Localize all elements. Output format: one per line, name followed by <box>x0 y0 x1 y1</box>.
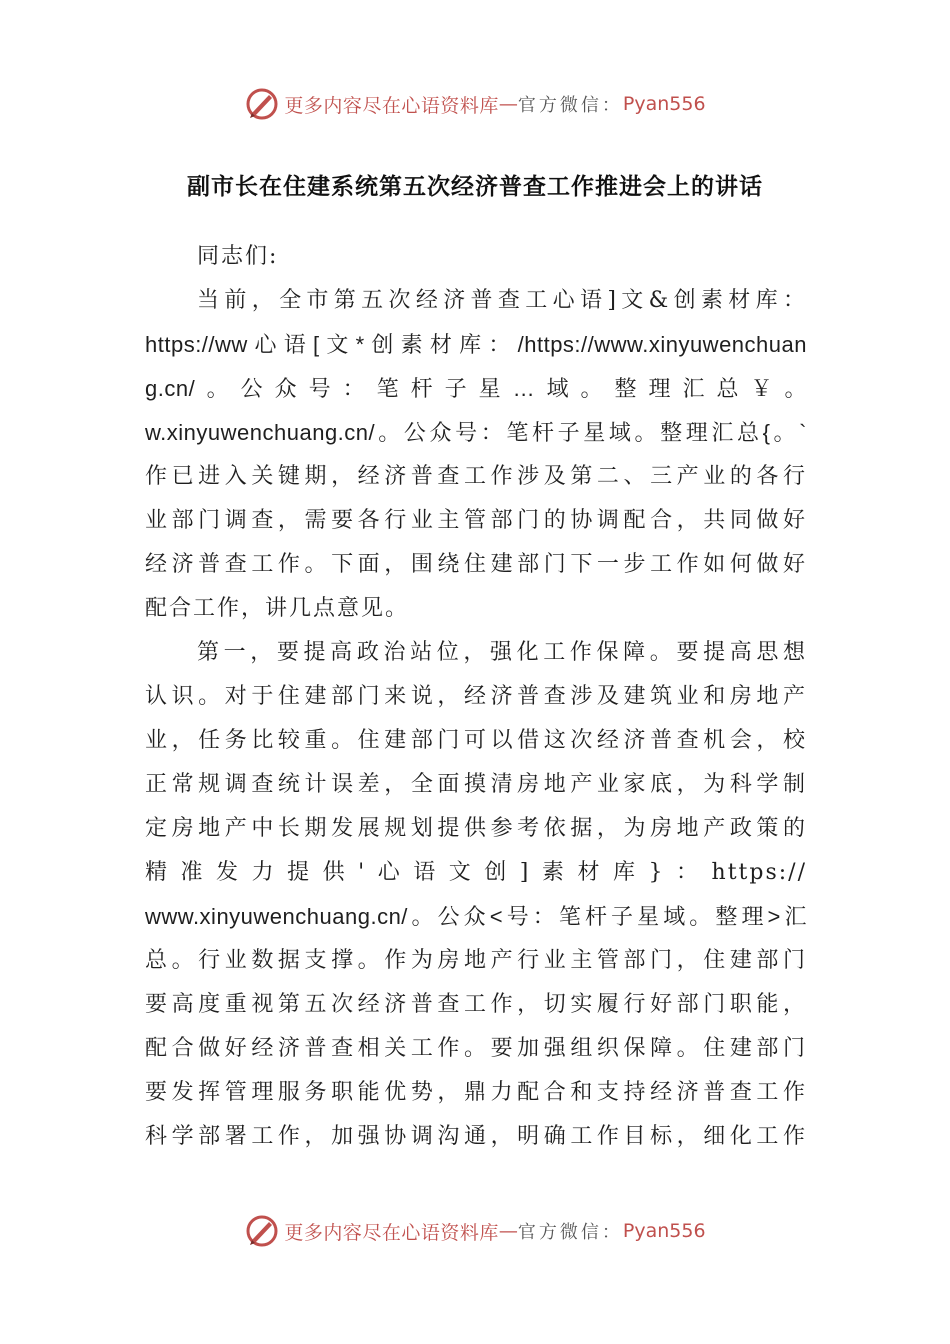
banner-account: Pyan556 <box>622 93 706 115</box>
banner-dash: — <box>498 1220 518 1242</box>
text-line: 作已进入关键期，经济普查工作涉及第二、三产业的各行 <box>145 464 807 489</box>
text-line: 第一，要提高政治站位，强化工作保障。要提高思想 <box>197 640 807 665</box>
text-line: 当前，全市第五次经济普查工心语]文&创素材库： <box>197 288 807 313</box>
pen-logo-icon <box>244 86 280 122</box>
text-line: 配合工作，讲几点意见。 <box>145 596 410 621</box>
footer-banner <box>0 1209 950 1253</box>
text-line: 科学部署工作，加强协调沟通，明确工作目标，细化工作 <box>145 1124 807 1149</box>
text-line: 认识。对于住建部门来说，经济普查涉及建筑业和房地产 <box>145 684 807 709</box>
text-line: 经济普查工作。下面，围绕住建部门下一步工作如何做好 <box>145 552 807 577</box>
text-line: 定房地产中长期发展规划提供参考依据，为房地产政策的 <box>145 816 807 841</box>
header-banner <box>0 82 950 126</box>
banner-account: Pyan556 <box>622 1220 706 1242</box>
text-line: 总。行业数据支撑。作为房地产行业主管部门，住建部门 <box>145 948 807 973</box>
document-title: 副市长在住建系统第五次经济普查工作推进会上的讲话 <box>187 173 763 200</box>
text-line: 正常规调查统计误差，全面摸清房地产业家底，为科学制 <box>145 772 807 797</box>
text-line: 配合做好经济普查相关工作。要加强组织保障。住建部门 <box>145 1036 807 1061</box>
document-body <box>145 235 807 1159</box>
salutation: 同志们: <box>197 244 279 269</box>
text-line: 业，任务比较重。住建部门可以借这次经济普查机会，校 <box>145 728 807 753</box>
text-line: 要高度重视第五次经济普查工作，切实履行好部门职能， <box>145 992 807 1017</box>
banner-slogan: 更多内容尽在心语资料库 <box>284 94 499 117</box>
text-line: https://ww心语[文*创素材库：/https://www.xinyuwenchuan <box>145 332 807 357</box>
text-line: www.xinyuwenchuang.cn/。公众<号：笔杆子星域。整理>汇 <box>145 904 807 929</box>
banner-dash: — <box>498 93 518 115</box>
pen-logo-icon <box>244 1213 280 1249</box>
banner-official-label: 官方微信： <box>517 1222 623 1243</box>
text-line: 要发挥管理服务职能优势，鼎力配合和支持经济普查工作 <box>145 1080 807 1105</box>
text-line: 业部门调查，需要各行业主管部门的协调配合，共同做好 <box>145 508 807 533</box>
text-line: g.cn/。公众号：笔杆子星…域。整理汇总￥。 <box>145 376 807 401</box>
banner-official-label: 官方微信： <box>517 95 623 116</box>
text-line: w.xinyuwenchuang.cn/。公众号：笔杆子星域。整理汇总{。` <box>145 420 807 445</box>
text-line: 精准发力提供'心语文创]素材库}：https:// <box>145 860 807 885</box>
banner-slogan: 更多内容尽在心语资料库 <box>284 1221 499 1244</box>
